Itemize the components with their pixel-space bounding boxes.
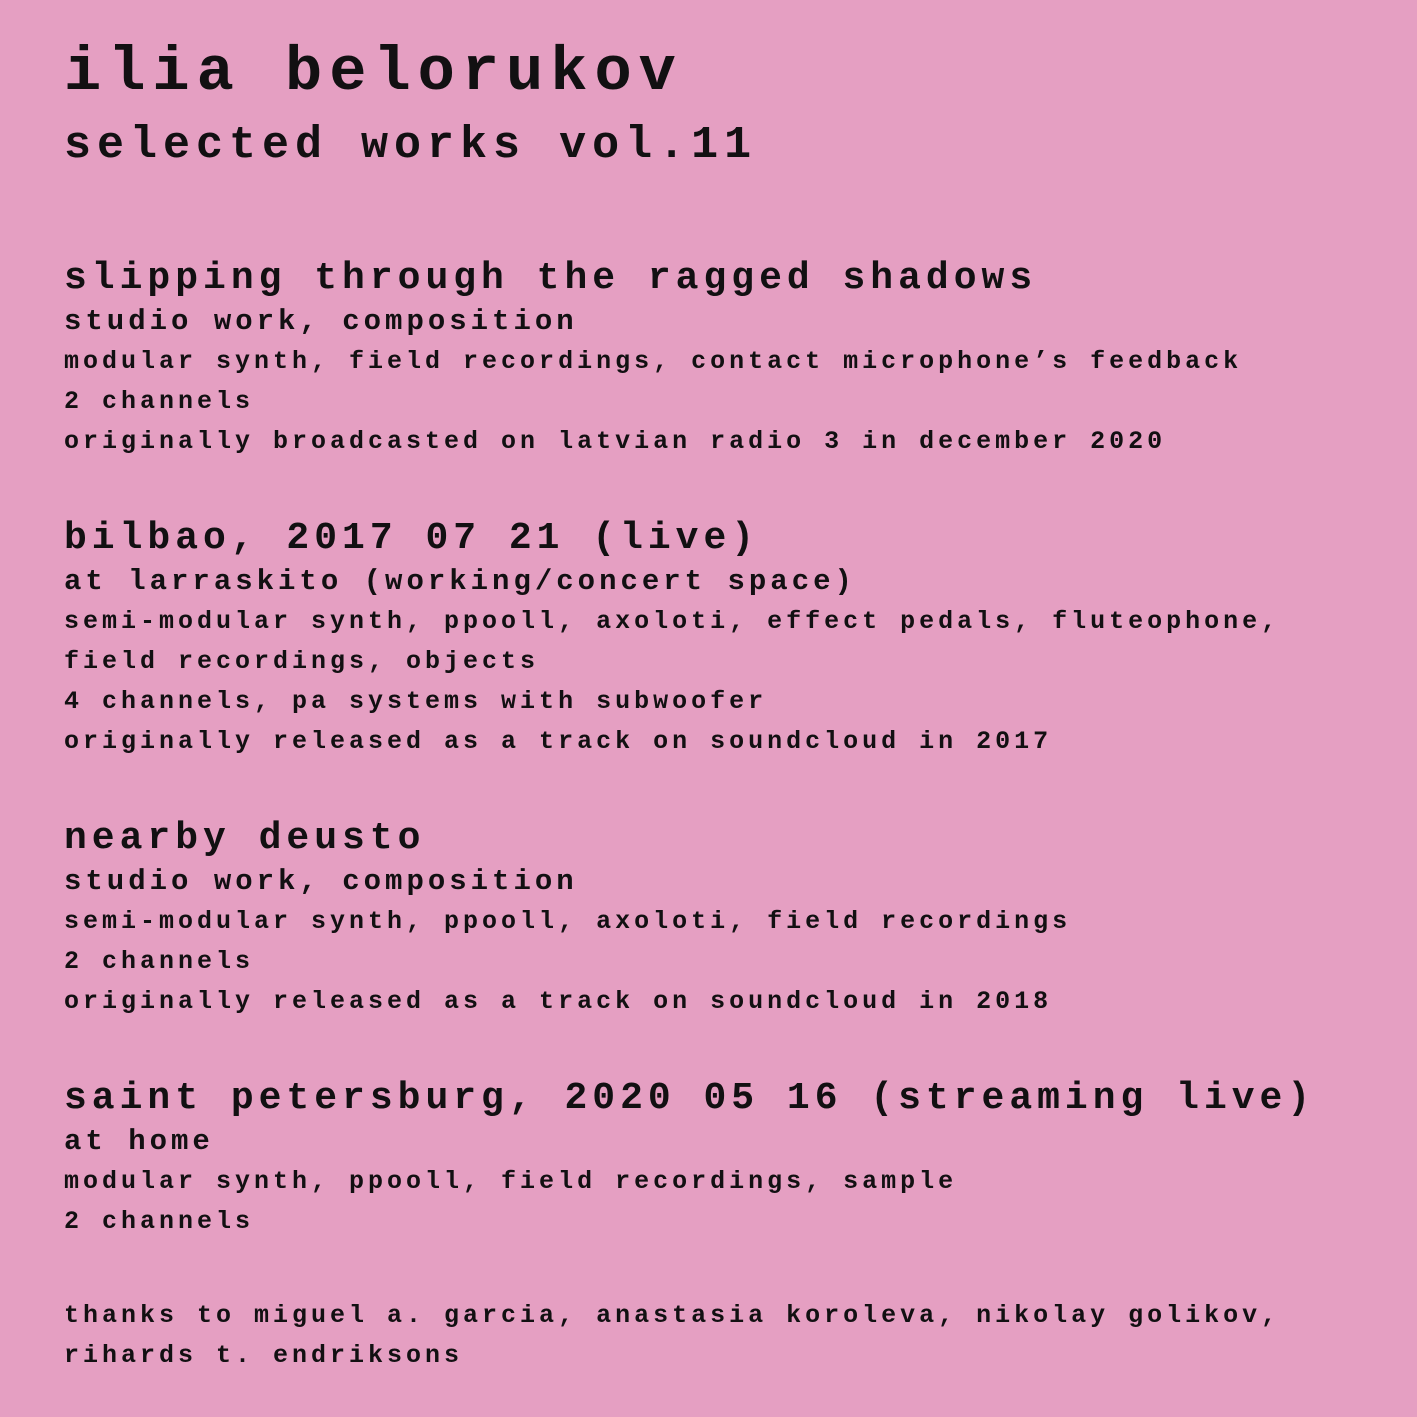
track-instruments: modular synth, ppooll, field recordings, sample [64,1167,958,1196]
track-subtitle: at home [64,1125,214,1158]
thanks-line: rihards t. endriksons [64,1341,464,1370]
track-title: nearby deusto [64,817,426,860]
track-origin: originally released as a track on soundcloud in 2018 [64,987,1053,1016]
track-title: saint petersburg, 2020 05 16 (streaming live) [64,1077,1316,1120]
track-2 [64,516,1280,762]
track-subtitle: at larraskito (working/concert space) [64,565,856,598]
artist-name: ilia belorukov [64,37,683,108]
track-channels: 4 channels, pa systems with subwoofer [64,687,768,716]
track-title: slipping through the ragged shadows [64,257,1038,300]
track-4 [64,1076,1315,1242]
track-instruments-cont: field recordings, objects [64,647,540,676]
thanks-line: thanks to miguel a. garcia, anastasia koroleva, nikolay golikov, [64,1301,1281,1330]
album-title: selected works vol.11 [64,120,758,171]
track-channels: 2 channels [64,387,255,416]
track-channels: 2 channels [64,947,255,976]
thanks-section [64,1296,1280,1376]
track-instruments: semi-modular synth, ppooll, axoloti, effect pedals, fluteophone, [64,607,1281,636]
track-subtitle: studio work, composition [64,865,578,898]
track-1 [64,256,1242,462]
track-origin: originally released as a track on soundcloud in 2017 [64,727,1053,756]
track-title: bilbao, 2017 07 21 (live) [64,517,760,560]
track-channels: 2 channels [64,1207,255,1236]
track-3 [64,816,1071,1022]
track-origin: originally broadcasted on latvian radio 3 in december 2020 [64,427,1167,456]
track-subtitle: studio work, composition [64,305,578,338]
track-instruments: semi-modular synth, ppooll, axoloti, field recordings [64,907,1072,936]
track-instruments: modular synth, field recordings, contact microphone’s feedback [64,347,1243,376]
